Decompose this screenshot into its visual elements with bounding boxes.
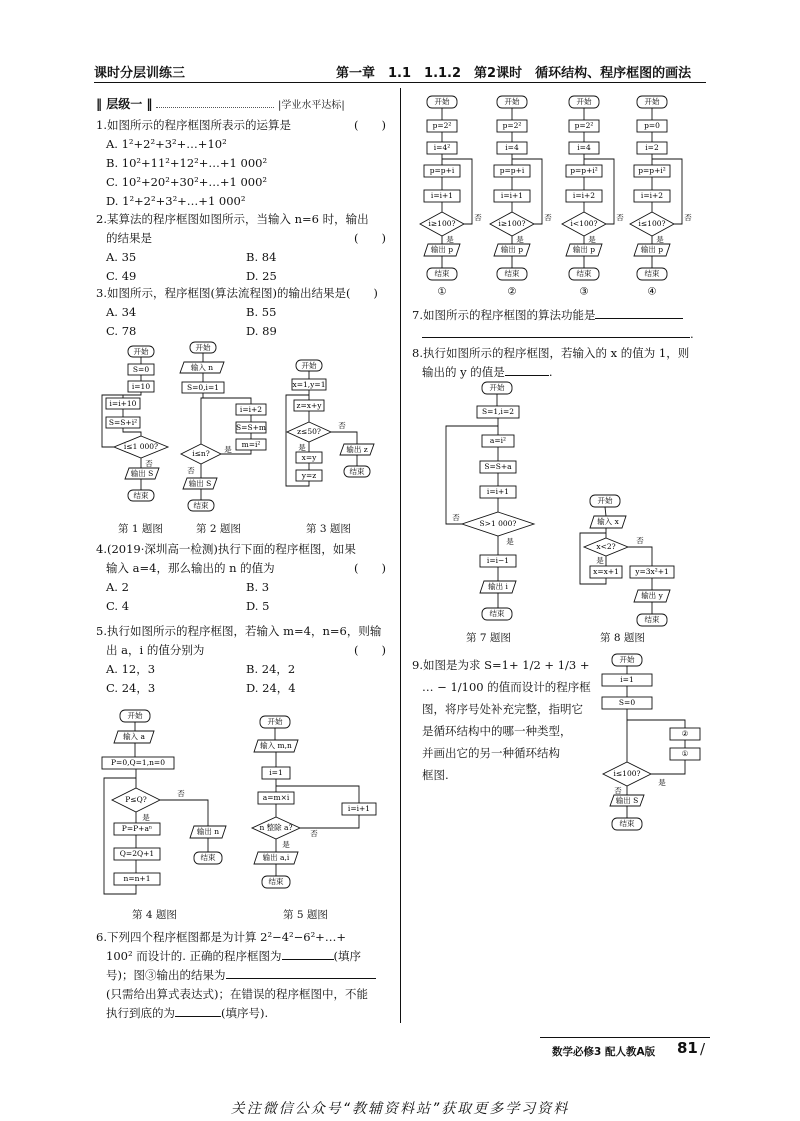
- fc5-start: 开始: [267, 717, 283, 726]
- flowchart-q7: [446, 382, 534, 620]
- q9-line-5: 并画出它的另一种循环结构: [422, 746, 560, 760]
- fc6-3-condition: i<100?: [570, 219, 598, 228]
- q8-blank[interactable]: [505, 375, 549, 376]
- question-5: [96, 622, 396, 698]
- fc7-i-update: i=i+1: [486, 487, 510, 496]
- fc2-start: 开始: [195, 343, 211, 352]
- fc6-1-p-init: p=2²: [432, 121, 452, 130]
- question-2: [96, 210, 396, 286]
- fc6-3-yes: 是: [588, 235, 596, 244]
- fc8-start: 开始: [597, 496, 613, 505]
- q4-stem-1: 4.(2019·深圳高一检测)执行下面的程序框图，如果: [96, 542, 356, 556]
- q5-option-a: A. 12，3: [106, 662, 156, 676]
- fc6-1-i-init: i=4²: [433, 143, 451, 152]
- fc5-end: 结束: [268, 877, 284, 886]
- fc6-2-start: 开始: [504, 97, 520, 106]
- caption-fig5: 第 5 题图: [283, 909, 328, 921]
- q6-line-3: 号)；图③输出的结果为: [106, 968, 226, 982]
- fc6-1-start: 开始: [434, 97, 450, 106]
- question-1: [96, 116, 396, 211]
- q6-line-4: (只需给出算式表达式)；在错误的程序框图中，不能: [106, 987, 368, 1001]
- fc6-1-label: ①: [437, 286, 447, 298]
- flowchart-q3: [286, 360, 374, 486]
- fc8-output: 输出 y: [641, 591, 663, 600]
- fc7-s-update: S=S+a: [484, 462, 512, 471]
- fc3-output: 输出 z: [346, 445, 368, 454]
- fc6-3-start: 开始: [576, 97, 592, 106]
- fc5-output: 输出 a,i: [262, 853, 290, 862]
- q2-option-d: D. 25: [246, 269, 277, 283]
- flowchart-figures-7-8: [404, 380, 708, 630]
- fc6-4-start: 开始: [644, 97, 660, 106]
- fc9-output: 输出 S: [615, 796, 639, 805]
- question-4: [96, 540, 396, 616]
- fc6-1-p-update: p=p+i: [429, 166, 455, 175]
- fc8-end: 结束: [644, 615, 660, 624]
- q4-option-d: D. 5: [246, 599, 270, 613]
- fc6-3-p-init: p=2²: [574, 121, 594, 130]
- fc6-3-output: 输出 p: [572, 245, 596, 254]
- fc2-s-update: S=S+m: [236, 423, 266, 432]
- fc7-i-decrement: i=i−1: [486, 556, 510, 565]
- fc6-3-i-update: i=i+2: [572, 191, 596, 200]
- fc5-yes: 是: [282, 840, 290, 849]
- fc5-i-update: i=i+1: [347, 804, 371, 813]
- q9-line-6: 框图.: [422, 768, 449, 782]
- q9-line-1: 9.如图是为求 S=1+ 1/2 + 1/3 +: [412, 658, 590, 672]
- fc7-end: 结束: [489, 609, 505, 618]
- fc9-slot-2: ②: [681, 729, 689, 738]
- footer-book: 数学必修3 配人教A版: [552, 1046, 656, 1058]
- flowchart-q8: [580, 495, 674, 626]
- fc6-3-no: 否: [616, 213, 624, 222]
- fc4-yes: 是: [142, 813, 150, 822]
- q6-line-5: 执行到底的为: [106, 1006, 175, 1020]
- q9-line-2: … − 1/100 的值而设计的程序框: [422, 680, 591, 694]
- fc2-condition: i≤n?: [192, 449, 210, 458]
- flowchart-q2: [180, 342, 266, 511]
- fc1-end: 结束: [133, 491, 149, 500]
- footer-rule: [540, 1037, 710, 1038]
- fc4-q-update: Q=2Q+1: [119, 849, 155, 858]
- fc6-1-no: 否: [474, 213, 482, 222]
- q2-option-b: B. 84: [246, 250, 277, 264]
- fc6-4-end: 结束: [644, 269, 660, 278]
- fc6-1-end: 结束: [434, 269, 450, 278]
- fc4-no: 否: [177, 789, 185, 798]
- fc5-a-update: a=m×i: [262, 793, 290, 802]
- caption-fig1: 第 1 题图: [118, 523, 163, 535]
- q5-stem-1: 5.执行如图所示的程序框图，若输入 m=4，n=6，则输: [96, 624, 382, 638]
- fc6-2-label: ②: [507, 286, 517, 298]
- fc6-4-p-init: p=0: [644, 121, 660, 130]
- caption-fig3: 第 3 题图: [306, 523, 351, 535]
- header-right: 第一章 1.1 1.1.2 第2课时 循环结构、程序框图的画法: [336, 66, 692, 81]
- q5-paren: ( ): [354, 643, 386, 657]
- fc7-no: 否: [452, 513, 460, 522]
- fc2-yes: 是: [224, 445, 232, 454]
- fc3-z-update: z=x+y: [296, 401, 322, 410]
- flowchart-q6-3: [562, 96, 624, 298]
- fc6-2-end: 结束: [504, 269, 520, 278]
- fc2-input: 输入 n: [190, 363, 214, 372]
- q5-option-b: B. 24，2: [246, 662, 296, 676]
- q6-line-5-tail: (填序号).: [221, 1006, 269, 1020]
- flowchart-q6-4: [630, 96, 692, 298]
- q8-line-2: 输出的 y 的值是: [422, 365, 505, 379]
- fc2-init: S=0,i=1: [186, 383, 220, 392]
- fc9-slot-1: ①: [681, 749, 689, 758]
- caption-fig4: 第 4 题图: [132, 909, 177, 921]
- flowchart-figures-1-3: [96, 340, 396, 520]
- fc6-1-i-update: i=i+1: [430, 191, 454, 200]
- q8-line-1: 8.执行如图所示的程序框图，若输入的 x 的值为 1，则: [412, 346, 690, 360]
- q4-option-b: B. 3: [246, 580, 270, 594]
- fc6-4-output: 输出 p: [640, 245, 664, 254]
- question-6: [96, 928, 398, 1023]
- fc7-output: 输出 i: [488, 582, 508, 591]
- fc2-output: 输出 S: [188, 479, 212, 488]
- fc3-end: 结束: [349, 467, 365, 476]
- q6-line-1: 6.下列四个程序框图都是为计算 2²−4²−6²+…+: [96, 930, 346, 944]
- q1-option-a: A. 1²+2²+3²+…+10²: [106, 137, 227, 151]
- q3-option-d: D. 89: [246, 324, 277, 338]
- q6-blank-2[interactable]: [226, 978, 376, 979]
- q1-option-c: C. 10²+20²+30²+…+1 000²: [106, 175, 268, 189]
- fc6-4-p-update: p=p+i²: [638, 166, 666, 175]
- q7-stem: 7.如图所示的程序框图的算法功能是: [412, 308, 596, 322]
- column-divider: [400, 88, 401, 1023]
- flowchart-q9: [596, 652, 708, 838]
- fc7-a-update: a=i²: [489, 436, 507, 445]
- level-tag: 学业水平达标: [281, 100, 342, 111]
- q5-option-d: D. 24，4: [246, 681, 296, 695]
- fc8-input: 输入 x: [597, 517, 619, 526]
- header-rule: [94, 82, 706, 83]
- q3-stem: 3.如图所示，程序框图(算法流程图)的输出结果是( ): [96, 286, 378, 300]
- flowchart-q6-1: [420, 96, 482, 298]
- fc2-i-update: i=i+2: [239, 405, 263, 414]
- question-3: [96, 284, 396, 341]
- footer-slash: /: [700, 1040, 706, 1058]
- q9-line-4: 是循环结构中的哪一种类型，: [422, 724, 572, 738]
- fc5-condition: n 整除 a?: [259, 823, 293, 832]
- fc1-output: 输出 S: [130, 469, 154, 478]
- fc7-start: 开始: [489, 383, 505, 392]
- fc9-condition: i≤100?: [613, 769, 641, 778]
- fc6-2-yes: 是: [516, 235, 524, 244]
- flowchart-figures-4-5: [96, 706, 396, 902]
- fc8-yes: 是: [596, 556, 604, 565]
- fc6-4-condition: i≤100?: [638, 219, 666, 228]
- fc8-condition: x<2?: [596, 542, 616, 551]
- fc9-end: 结束: [619, 819, 635, 828]
- footer-slogan: 关注微信公众号“教辅资料站”获取更多学习资料: [230, 1101, 570, 1117]
- fc4-init: P=0,Q=1,n=0: [111, 758, 165, 767]
- fc8-no: 否: [636, 536, 644, 545]
- fc9-yes: 是: [658, 778, 666, 787]
- flowchart-q6-group: [404, 92, 708, 302]
- q7-blank[interactable]: [595, 318, 683, 319]
- level-banner: ‖ 层级一 ‖ |学业水平达标|: [96, 97, 345, 111]
- fc6-3-end: 结束: [576, 269, 592, 278]
- fc5-input: 输入 m,n: [260, 741, 292, 750]
- question-8: 8.执行如图所示的程序框图，若输入的 x 的值为 1，则 输出的 y 的值是 .: [412, 344, 706, 382]
- fc7-yes: 是: [506, 537, 514, 546]
- fc6-4-yes: 是: [656, 235, 664, 244]
- fc6-4-label: ④: [647, 286, 657, 298]
- fc9-no: 否: [614, 786, 622, 795]
- fc6-3-i-init: i=4: [577, 143, 591, 152]
- q4-option-a: A. 2: [106, 580, 129, 594]
- q6-line-2: 100² 而设计的. 正确的程序框图为: [106, 949, 282, 963]
- q3-option-c: C. 78: [106, 324, 137, 338]
- fc1-s-update: S=S+i²: [108, 418, 138, 427]
- fc6-1-yes: 是: [446, 235, 454, 244]
- fc9-i-init: i=1: [620, 675, 634, 684]
- fc2-end: 结束: [193, 501, 209, 510]
- fc6-4-no: 否: [684, 213, 692, 222]
- q6-blank-3[interactable]: [175, 1016, 221, 1017]
- fc3-start: 开始: [301, 361, 317, 370]
- q2-paren: ( ): [354, 231, 386, 245]
- q4-option-c: C. 4: [106, 599, 130, 613]
- q4-paren: ( ): [354, 561, 386, 575]
- question-9: [412, 654, 602, 786]
- q1-option-b: B. 10²+11²+12²+…+1 000²: [106, 156, 268, 170]
- fc3-y-update: y=z: [301, 471, 317, 480]
- caption-fig8: 第 8 题图: [600, 632, 645, 644]
- fc1-s-init: S=0: [132, 365, 150, 374]
- q3-option-b: B. 55: [246, 305, 277, 319]
- fc1-start: 开始: [133, 347, 149, 356]
- flowchart-q4: [102, 710, 226, 894]
- q9-line-3: 图，将序号处补充完整，指明它: [422, 702, 583, 716]
- fc6-2-condition: i≥100?: [498, 219, 526, 228]
- fc7-init: S=1,i=2: [481, 407, 515, 416]
- fc6-3-label: ③: [579, 286, 589, 298]
- fc1-i-init: i=10: [131, 382, 151, 391]
- q2-stem-2: 的结果是: [106, 231, 152, 245]
- fc7-condition: S>1 000?: [479, 519, 517, 528]
- question-7: 7.如图所示的程序框图的算法功能是 .: [412, 308, 694, 341]
- fc6-2-output: 输出 p: [500, 245, 524, 254]
- q7-blank-2[interactable]: [422, 337, 690, 338]
- q1-paren: ( ): [354, 118, 386, 132]
- fc3-yes: 是: [298, 443, 306, 452]
- fc3-init: x=1,y=1: [292, 380, 326, 389]
- fc8-y-compute: y=3x²+1: [635, 567, 669, 576]
- fc3-condition: z≤50?: [297, 427, 321, 436]
- fc6-2-no: 否: [544, 213, 552, 222]
- header-left: 课时分层训练三: [94, 66, 186, 81]
- q1-option-d: D. 1²+2²+3²+…+1 000²: [106, 194, 246, 208]
- caption-fig7: 第 7 题图: [466, 632, 511, 644]
- fc5-no: 否: [310, 829, 318, 838]
- fc1-no: 否: [145, 459, 153, 468]
- fc6-1-condition: i≥100?: [428, 219, 456, 228]
- q3-option-a: A. 34: [106, 305, 137, 319]
- q1-stem: 1.如图所示的程序框图所表示的运算是: [96, 118, 291, 132]
- q2-option-c: C. 49: [106, 269, 137, 283]
- q2-option-a: A. 35: [106, 250, 137, 264]
- page-number: 81: [677, 1039, 698, 1057]
- q5-option-c: C. 24，3: [106, 681, 156, 695]
- fc4-p-update: P=P+aⁿ: [121, 824, 153, 833]
- q5-stem-2: 出 a，i 的值分别为: [106, 643, 205, 657]
- fc4-condition: P≤Q?: [125, 795, 147, 804]
- level-title: 层级一: [106, 97, 143, 111]
- caption-fig2: 第 2 题图: [196, 523, 241, 535]
- q6-line-2-tail: (填序: [333, 949, 362, 963]
- fc1-i-update: i=i+10: [109, 399, 137, 408]
- fc2-no: 否: [187, 466, 195, 475]
- flowchart-q6-2: [490, 96, 552, 298]
- fc6-2-i-init: i=4: [505, 143, 519, 152]
- flowchart-q5: [252, 716, 376, 888]
- fc6-2-i-update: i=i+1: [500, 191, 524, 200]
- fc9-start: 开始: [619, 655, 635, 664]
- fc5-i-init: i=1: [269, 768, 283, 777]
- fc6-2-p-update: p=p+i: [499, 166, 525, 175]
- q2-stem-1: 2.某算法的程序框图如图所示，当输入 n=6 时，输出: [96, 212, 369, 226]
- q6-blank-1[interactable]: [282, 959, 334, 960]
- fc9-s-init: S=0: [618, 698, 636, 707]
- fc4-start: 开始: [127, 711, 143, 720]
- fc6-2-p-init: p=2²: [502, 121, 522, 130]
- fc6-3-p-update: p=p+i²: [570, 166, 598, 175]
- fc6-4-i-update: i=i+2: [640, 191, 664, 200]
- q4-stem-2: 输入 a=4，那么输出的 n 的值为: [106, 561, 275, 575]
- fc6-1-output: 输出 p: [430, 245, 454, 254]
- fc1-condition: i≤1 000?: [123, 442, 159, 451]
- fc6-4-i-init: i=2: [645, 143, 659, 152]
- fc4-input: 输入 a: [123, 732, 145, 741]
- fc8-x-update: x=x+1: [593, 567, 619, 576]
- flowchart-q1: [102, 346, 168, 501]
- fc4-output: 输出 n: [196, 827, 220, 836]
- fc4-n-update: n=n+1: [123, 874, 151, 883]
- fc3-no: 否: [338, 421, 346, 430]
- fc2-m-update: m=i²: [241, 440, 261, 449]
- fc3-x-update: x=y: [301, 453, 317, 462]
- fc4-end: 结束: [200, 853, 216, 862]
